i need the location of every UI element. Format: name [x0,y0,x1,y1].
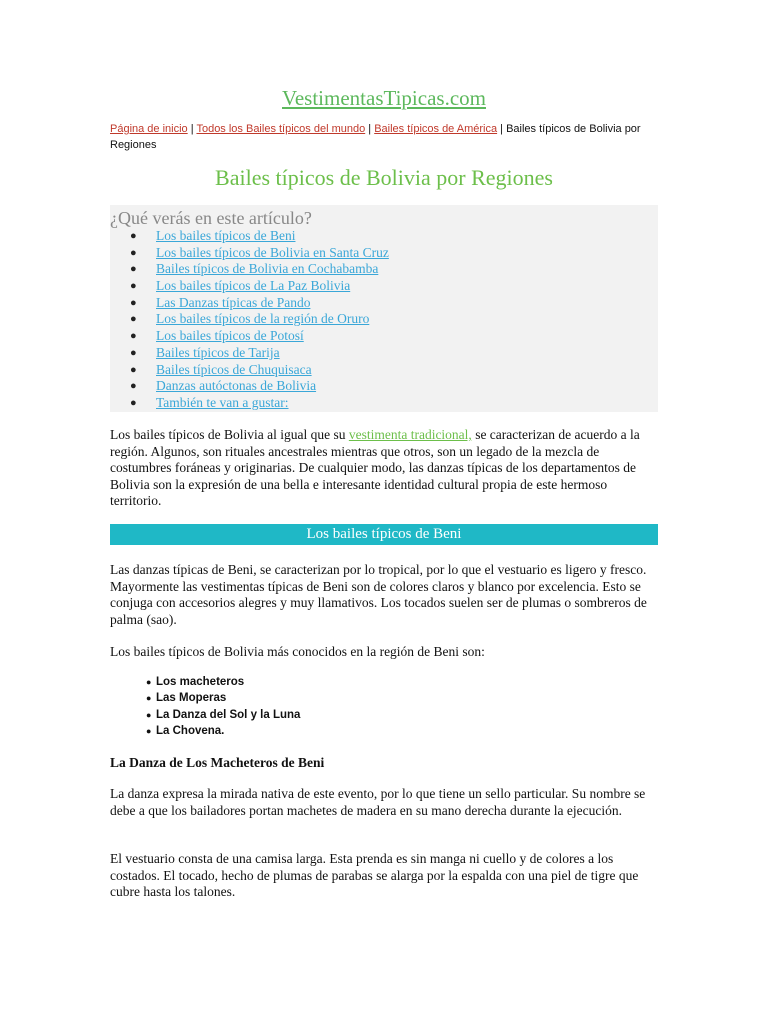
bullet-icon: ● [146,709,152,720]
toc-item [110,295,389,312]
breadcrumb-separator: | [497,123,507,135]
toc-title: ¿Qué verás en este artículo? [110,208,312,228]
breadcrumb-america-link[interactable]: Bailes típicos de América [374,123,498,135]
toc-item [110,378,389,395]
list-item-text: Los macheteros [156,676,245,688]
list-item [110,690,300,706]
toc-link[interactable]: Bailes típicos de Tarija [156,344,280,360]
toc-link[interactable]: Bailes típicos de Bolivia en Cochabamba [156,261,379,277]
bullet-icon: ● [130,380,137,393]
toc-link[interactable]: También te van a gustar: [156,394,289,410]
toc-item [110,362,389,379]
macheteros-paragraph-2: El vestuario consta de una camisa larga. Esta prenda es sin manga ni cuello y de colores a los costados. El tocado, hecho de plumas de parabas se alarga por la espalda con una piel de tigre que cubre hasta los talones. [110,851,639,900]
macheteros-subheading: La Danza de Los Macheteros de Beni [110,755,325,770]
bullet-icon: ● [130,330,137,343]
toc-item [110,345,389,362]
site-title-link[interactable]: VestimentasTipicas.com [282,86,486,110]
bullet-icon: ● [146,677,152,687]
beni-paragraph-2: Los bailes típicos de Bolivia más conocidos en la región de Beni son: [110,644,485,659]
list-item [110,707,300,723]
toc-item [110,245,389,262]
bullet-icon: ● [130,296,137,309]
intro-text: Los bailes típicos de Bolivia al igual que su [110,427,349,442]
bullet-icon: ● [130,263,137,276]
toc-item [110,328,389,345]
toc-item [110,261,389,278]
breadcrumb-separator: | [365,123,375,135]
toc-item [110,228,389,245]
toc-link[interactable]: Los bailes típicos de La Paz Bolivia [156,278,351,294]
list-item-text: La Danza del Sol y la Luna [156,708,301,721]
list-item [110,674,300,690]
section-heading-beni: Los bailes típicos de Beni [110,524,658,545]
bullet-icon: ● [146,725,152,736]
macheteros-paragraph-1: La danza expresa la mirada nativa de este evento, por lo que tiene un sello particular. Su nombre se debe a que los bailadores portan machetes de madera en su mano derecha durante la ejecución. [110,786,646,818]
beni-dances-list [110,674,300,739]
toc-link[interactable]: Los bailes típicos de Beni [156,228,296,243]
bullet-icon: ● [130,246,137,259]
bullet-icon: ● [130,280,137,293]
beni-paragraph-1: Las danzas típicas de Beni, se caracterizan por lo tropical, por lo que el vestuario es ligero y fresco. Mayormente las vestimentas típicas de Beni son de colores claros y blanco por excelencia. Esto se conjuga con accesorios alegres y muy llamativos. Los tocados suelen ser de plumas o sombreros de palma (sao). [110,562,647,627]
toc-item [110,278,389,295]
breadcrumb-home-link[interactable]: Página de inicio [110,123,188,135]
list-item-text: Las Moperas [156,692,227,705]
toc-item [110,311,389,328]
vestimenta-tradicional-link[interactable]: vestimenta tradicional, [348,427,472,442]
toc-item [110,395,389,412]
bullet-icon: ● [146,693,152,704]
intro-text: se caracterizan de acuerdo a la región. Algunos, son rituales ancestrales mientras que otros, son un legado de la mezcla de costumbres foráneas y originarias. De cualquier modo, las danzas típicas de los departamentos de Bolivia son la expresión de una bella e interesante identidad cultural propia de este hermoso territorio. [110,427,640,509]
toc-link[interactable]: Danzas autóctonas de Bolivia [156,378,317,394]
list-item-text: La Chovena. [156,724,225,737]
table-of-contents [110,205,658,412]
toc-link[interactable]: Bailes típicos de Chuquisaca [156,361,312,377]
page-title: Bailes típicos de Bolivia por Regiones [215,165,553,190]
toc-link[interactable]: Los bailes típicos de la región de Oruro [156,311,370,327]
bullet-icon: ● [130,363,137,376]
bullet-icon: ● [130,313,137,326]
intro-paragraph [110,427,658,510]
breadcrumb [110,121,658,153]
bullet-icon: ● [130,396,137,409]
toc-link[interactable]: Las Danzas típicas de Pando [156,294,311,310]
toc-list [110,228,389,412]
breadcrumb-separator: | [187,123,197,135]
breadcrumb-current: Bailes típicos de Bolivia por Regiones [110,123,641,151]
bullet-icon: ● [130,230,137,242]
toc-link[interactable]: Los bailes típicos de Potosí [156,328,304,344]
bullet-icon: ● [130,346,137,359]
breadcrumb-world-link[interactable]: Todos los Bailes típicos del mundo [196,123,366,135]
toc-link[interactable]: Los bailes típicos de Bolivia en Santa Cruz [156,244,389,260]
list-item [110,723,300,739]
